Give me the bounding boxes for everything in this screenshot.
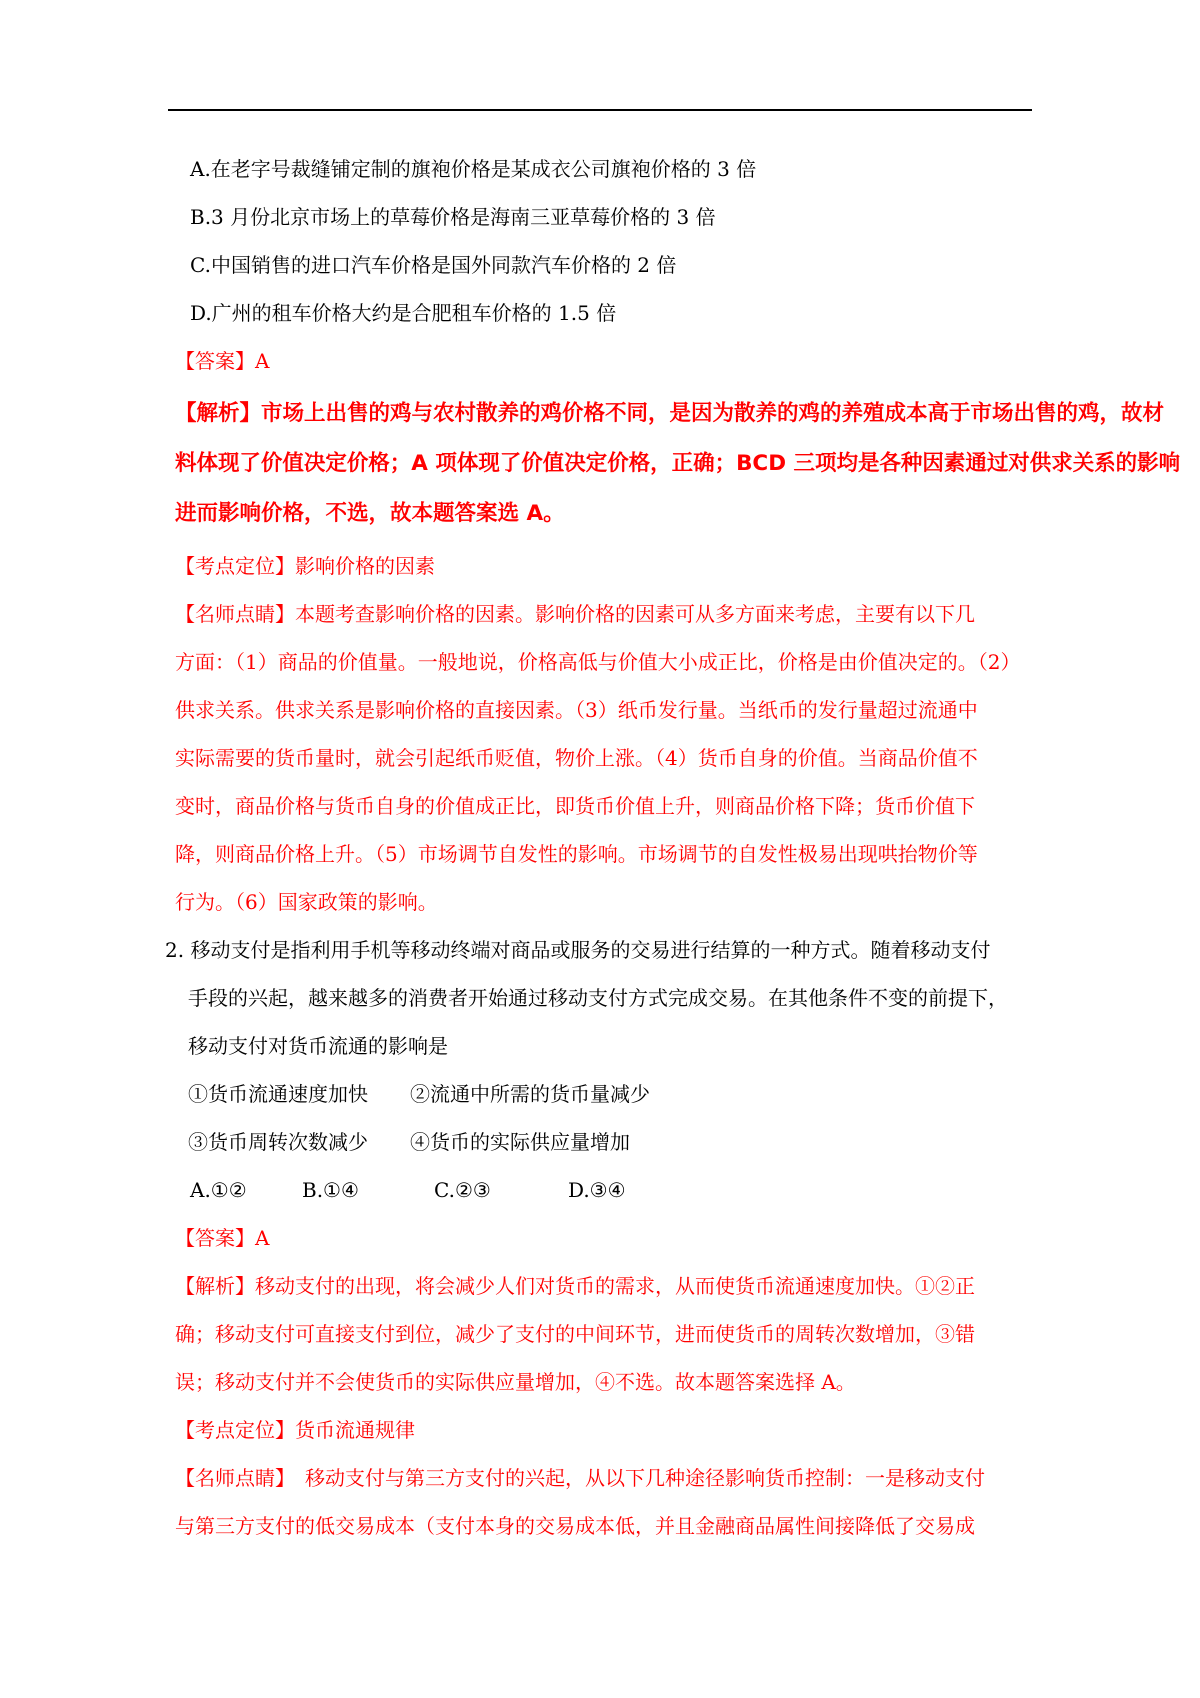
- q2-statement-4: ④货币的实际供应量增加: [410, 1130, 630, 1154]
- q1-mingshi-line: 变时，商品价格与货币自身的价值成正比，即货币价值上升，则商品价格下降；货币价值下: [175, 794, 975, 818]
- q1-analysis-line: 【解析】市场上出售的鸡与农村散养的鸡价格不同，是因为散养的鸡的养殖成本高于市场出售的鸡，故材: [175, 401, 1165, 426]
- q2-stem-line: 移动支付对货币流通的影响是: [188, 1034, 448, 1058]
- q2-statement-1: ①货币流通速度加快: [188, 1082, 368, 1106]
- q1-analysis-line: 料体现了价值决定价格；A 项体现了价值决定价格，正确；BCD 三项均是各种因素通过对供求关系的影响: [175, 451, 1181, 476]
- q2-stem-line: 2. 移动支付是指利用手机等移动终端对商品或服务的交易进行结算的一种方式。随着移动支付: [165, 938, 991, 962]
- q2-statement-3: ③货币周转次数减少: [188, 1130, 368, 1154]
- q2-analysis-line: 确；移动支付可直接支付到位，减少了支付的中间环节，进而使货币的周转次数增加，③错: [175, 1322, 975, 1346]
- q2-statements-row: [188, 1128, 630, 1156]
- q2-kaodian: 【考点定位】货币流通规律: [175, 1418, 415, 1442]
- q1-mingshi-line: 实际需要的货币量时，就会引起纸币贬值，物价上涨。（4）货币自身的价值。当商品价值不: [175, 746, 978, 770]
- q2-mingshi-line: 【名师点睛】 移动支付与第三方支付的兴起，从以下几种途径影响货币控制：一是移动支付: [175, 1466, 985, 1490]
- q1-mingshi-line: 【名师点睛】本题考查影响价格的因素。影响价格的因素可从多方面来考虑，主要有以下几: [175, 602, 975, 626]
- q1-option-b: B.3 月份北京市场上的草莓价格是海南三亚草莓价格的 3 倍: [190, 205, 716, 229]
- q2-stem-line: 手段的兴起，越来越多的消费者开始通过移动支付方式完成交易。在其他条件不变的前提下，: [188, 986, 1008, 1010]
- q1-mingshi-line: 方面：（1）商品的价值量。一般地说，价格高低与价值大小成正比，价格是由价值决定的。（2）: [175, 650, 1021, 674]
- q1-mingshi-line: 降，则商品价格上升。（5）市场调节自发性的影响。市场调节的自发性极易出现哄抬物价等: [175, 842, 978, 866]
- q1-analysis-line: 进而影响价格，不选，故本题答案选 A。: [175, 501, 565, 526]
- q2-analysis-line: 【解析】移动支付的出现，将会减少人们对货币的需求，从而使货币流通速度加快。①②正: [175, 1274, 975, 1298]
- q2-choice-b: B.①④: [302, 1178, 359, 1202]
- q2-choices-row: [190, 1176, 626, 1204]
- q1-kaodian: 【考点定位】影响价格的因素: [175, 554, 435, 578]
- q2-choice-a: A.①②: [190, 1178, 247, 1202]
- header-rule: [168, 109, 1032, 111]
- q2-choice-d: D.③④: [568, 1178, 626, 1202]
- q1-answer: 【答案】A: [175, 349, 270, 373]
- q2-choice-c: C.②③: [434, 1178, 491, 1202]
- q1-option-a: A.在老字号裁缝铺定制的旗袍价格是某成衣公司旗袍价格的 3 倍: [190, 157, 757, 181]
- q1-mingshi-line: 行为。（6）国家政策的影响。: [175, 890, 438, 914]
- q2-statements-row: [188, 1080, 650, 1108]
- q2-statement-2: ②流通中所需的货币量减少: [410, 1082, 650, 1106]
- q1-option-c: C.中国销售的进口汽车价格是国外同款汽车价格的 2 倍: [190, 253, 677, 277]
- q2-mingshi-line: 与第三方支付的低交易成本（支付本身的交易成本低，并且金融商品属性间接降低了交易成: [175, 1514, 975, 1538]
- q2-answer: 【答案】A: [175, 1226, 270, 1250]
- q1-mingshi-line: 供求关系。供求关系是影响价格的直接因素。（3）纸币发行量。当纸币的发行量超过流通中: [175, 698, 978, 722]
- q2-analysis-line: 误；移动支付并不会使货币的实际供应量增加，④不选。故本题答案选择 A。: [175, 1370, 856, 1394]
- q1-option-d: D.广州的租车价格大约是合肥租车价格的 1.5 倍: [190, 301, 617, 325]
